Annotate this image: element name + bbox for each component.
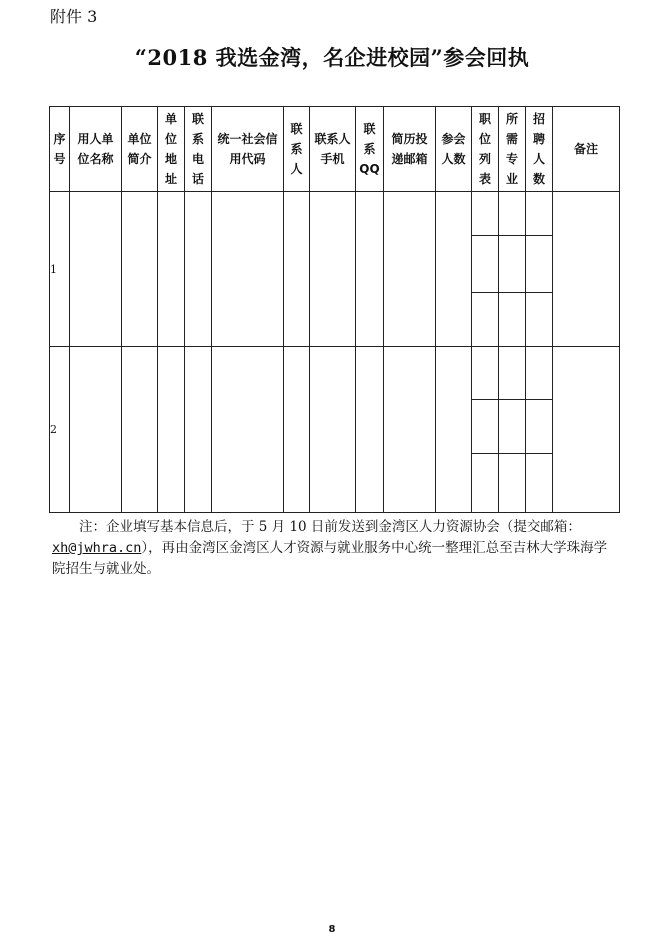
column-header-credit-code: 统一社会信用代码 xyxy=(212,107,284,192)
resume-email-cell[interactable] xyxy=(384,347,436,513)
employer-address-cell[interactable] xyxy=(158,192,185,347)
job-list-cell[interactable] xyxy=(472,192,499,236)
table-header-row xyxy=(50,107,620,192)
table-row xyxy=(50,192,620,236)
attachment-label: 附件 3 xyxy=(50,7,98,26)
row-seq-cell: 2 xyxy=(50,347,70,513)
contact-person-cell[interactable] xyxy=(284,192,310,347)
row-seq-cell: 1 xyxy=(50,192,70,347)
resume-email-cell[interactable] xyxy=(384,192,436,347)
remarks-cell[interactable] xyxy=(553,347,620,513)
note-text-before: 注：企业填写基本信息后，于 5 月 10 日前发送到金湾区人力资源协会（提交邮箱： xyxy=(79,519,581,535)
column-header-contact-mobile: 联系人手机 xyxy=(310,107,356,192)
hiring-count-cell[interactable] xyxy=(526,454,553,513)
contact-qq-cell[interactable] xyxy=(356,347,384,513)
employer-name-cell[interactable] xyxy=(70,347,122,513)
registration-table xyxy=(49,106,620,513)
column-header-contact-qq: 联系QQ xyxy=(356,107,384,192)
column-header-attendees: 参会人数 xyxy=(436,107,472,192)
contact-mobile-cell[interactable] xyxy=(310,347,356,513)
page-number: 8 xyxy=(328,924,336,935)
employer-intro-cell[interactable] xyxy=(122,192,158,347)
remarks-cell[interactable] xyxy=(553,192,620,347)
attendees-cell[interactable] xyxy=(436,347,472,513)
column-header-employer-address: 单位地址 xyxy=(158,107,185,192)
job-list-cell[interactable] xyxy=(472,347,499,400)
required-major-cell[interactable] xyxy=(499,347,526,400)
job-list-cell[interactable] xyxy=(472,400,499,454)
hiring-count-cell[interactable] xyxy=(526,192,553,236)
credit-code-cell[interactable] xyxy=(212,192,284,347)
contact-phone-cell[interactable] xyxy=(185,347,212,513)
column-header-contact-person: 联系人 xyxy=(284,107,310,192)
contact-qq-cell[interactable] xyxy=(356,192,384,347)
column-header-resume-email: 简历投递邮箱 xyxy=(384,107,436,192)
table-row xyxy=(50,347,620,400)
credit-code-cell[interactable] xyxy=(212,347,284,513)
hiring-count-cell[interactable] xyxy=(526,347,553,400)
contact-person-cell[interactable] xyxy=(284,347,310,513)
hiring-count-cell[interactable] xyxy=(526,236,553,293)
job-list-cell[interactable] xyxy=(472,236,499,293)
job-list-cell[interactable] xyxy=(472,293,499,347)
attendees-cell[interactable] xyxy=(436,192,472,347)
note-text-after: ），再由金湾区金湾区人才资源与就业服务中心统一整理汇总至吉林大学珠海学院招生与就业处。 xyxy=(52,540,608,577)
contact-mobile-cell[interactable] xyxy=(310,192,356,347)
employer-intro-cell[interactable] xyxy=(122,347,158,513)
submission-note xyxy=(52,517,612,580)
job-list-cell[interactable] xyxy=(472,454,499,513)
submission-email-link[interactable]: xh@jwhra.cn xyxy=(52,540,142,556)
contact-phone-cell[interactable] xyxy=(185,192,212,347)
document-title: “2018 我选金湾，名企进校园”参会回执 xyxy=(134,45,530,70)
column-header-remarks: 备注 xyxy=(553,107,620,192)
column-header-job-list: 职位列表 xyxy=(472,107,499,192)
hiring-count-cell[interactable] xyxy=(526,293,553,347)
column-header-employer-intro: 单位简介 xyxy=(122,107,158,192)
employer-address-cell[interactable] xyxy=(158,347,185,513)
column-header-hiring-count: 招聘人数 xyxy=(526,107,553,192)
required-major-cell[interactable] xyxy=(499,454,526,513)
hiring-count-cell[interactable] xyxy=(526,400,553,454)
column-header-seq: 序号 xyxy=(50,107,70,192)
required-major-cell[interactable] xyxy=(499,293,526,347)
required-major-cell[interactable] xyxy=(499,400,526,454)
required-major-cell[interactable] xyxy=(499,236,526,293)
column-header-employer-name: 用人单位名称 xyxy=(70,107,122,192)
column-header-required-major: 所需专业 xyxy=(499,107,526,192)
employer-name-cell[interactable] xyxy=(70,192,122,347)
column-header-contact-phone: 联系电话 xyxy=(185,107,212,192)
required-major-cell[interactable] xyxy=(499,192,526,236)
